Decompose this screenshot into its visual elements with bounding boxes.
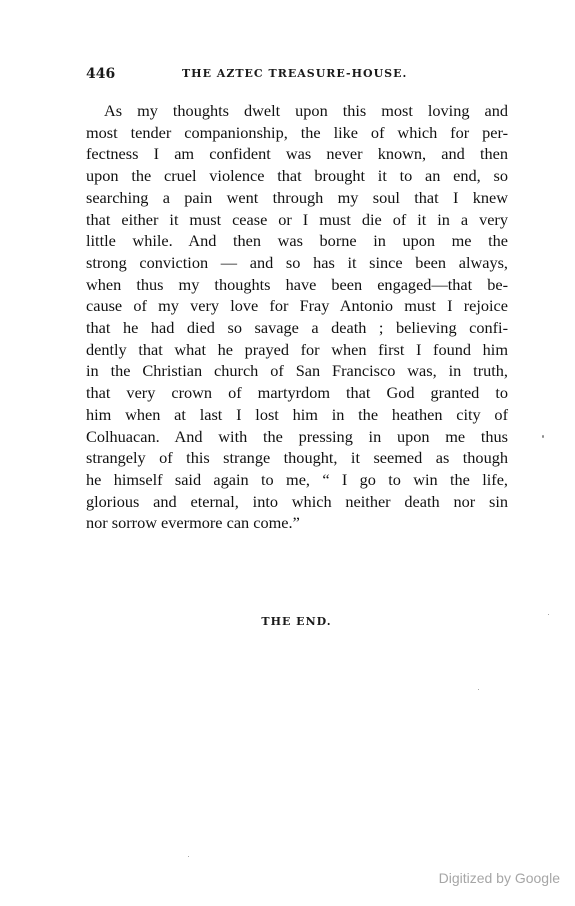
text-line: nor sorrow evermore can come.” — [86, 513, 300, 533]
running-head — [86, 66, 506, 84]
body-paragraph — [86, 100, 508, 534]
running-title: THE AZTEC TREASURE-HOUSE. — [182, 67, 408, 80]
scan-speck — [478, 689, 479, 690]
text-line: that he had died so savage a death ; believing confi- — [86, 318, 508, 338]
scan-speck — [548, 614, 549, 615]
text-line: dently that what he prayed for when first I found him — [86, 339, 508, 359]
scan-speck — [188, 856, 189, 857]
text-line: in the Christian church of San Francisco was, in truth, — [86, 361, 508, 381]
text-line: that very crown of martyrdom that God granted to — [86, 383, 508, 403]
text-line: little while. And then was borne in upon me the — [86, 231, 508, 251]
text-line: searching a pain went through my soul that I knew — [86, 187, 508, 207]
text-line: Colhuacan. And with the pressing in upon me thus — [86, 426, 508, 446]
text-line: strangely of this strange thought, it seemed as though — [86, 448, 508, 468]
text-line: cause of my very love for Fray Antonio must I rejoice — [86, 296, 508, 316]
text-line: strong conviction — and so has it since been always, — [86, 252, 508, 272]
text-line: fectness I am confident was never known, and then — [86, 144, 508, 164]
text-line: As my thoughts dwelt upon this most loving and — [104, 101, 508, 120]
text-line: he himself said again to me, “ I go to win the life, — [86, 469, 508, 489]
text-line: that either it must cease or I must die of it in a very — [86, 209, 508, 229]
text-line: most tender companionship, the like of which for per- — [86, 122, 508, 142]
the-end-heading: THE END. — [261, 615, 332, 628]
text-line: when thus my thoughts have been engaged—that be- — [86, 274, 508, 294]
text-line: him when at last I lost him in the heathen city of — [86, 404, 508, 424]
scan-speck — [542, 435, 544, 438]
text-line: glorious and eternal, into which neither death nor sin — [86, 491, 508, 511]
text-line: upon the cruel violence that brought it to an end, so — [86, 166, 508, 186]
digitized-by-google-watermark: Digitized by Google — [438, 870, 560, 886]
page-number: 446 — [86, 66, 116, 82]
